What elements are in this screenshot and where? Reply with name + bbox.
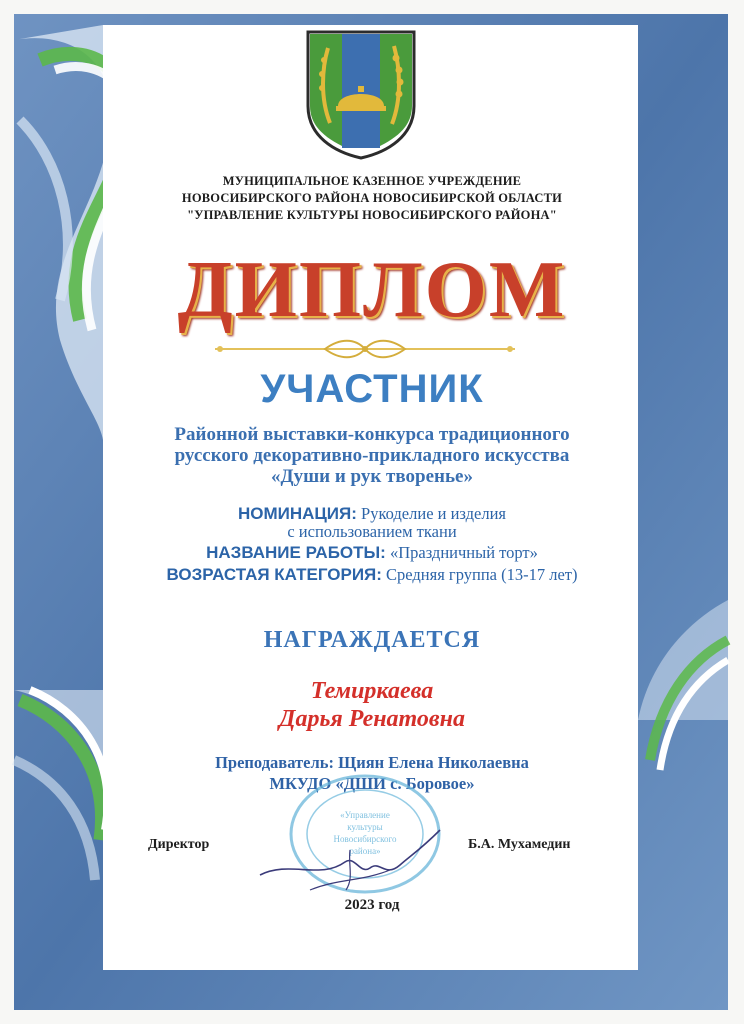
event-line-3: «Души и рук творенье» — [271, 466, 473, 487]
nomination-label: НОМИНАЦИЯ: — [237, 504, 357, 523]
winner-surname: Темиркаева — [310, 678, 434, 704]
svg-text:Новосибирского: Новосибирского — [333, 834, 397, 844]
awarded-heading: НАГРАЖДАЕТСЯ — [263, 627, 481, 653]
nomination-value: Рукоделие и изделия — [361, 504, 507, 523]
diploma-title: ДИПЛОМ — [177, 246, 567, 334]
work-row — [0, 543, 744, 562]
teacher-line-1: Преподаватель: Щиян Елена Николаевна — [215, 753, 529, 772]
organization-line-2: НОВОСИБИРСКОГО РАЙОНА НОВОСИБИРСКОЙ ОБЛАСТИ — [181, 191, 563, 205]
signature-scribble — [250, 820, 450, 900]
winner-name: Дарья Ренатовна — [279, 706, 465, 732]
event-line-1: Районной выставки-конкурса традиционного — [174, 424, 570, 445]
work-label: НАЗВАНИЕ РАБОТЫ: — [206, 543, 386, 562]
svg-text:культуры: культуры — [347, 822, 383, 832]
work-value: «Праздничный торт» — [389, 543, 538, 562]
participant-status: УЧАСТНИК — [260, 367, 484, 411]
teacher-line-2: МКУДО «ДШИ с. Боровое» — [269, 774, 475, 793]
age-value: Средняя группа (13-17 лет) — [386, 565, 578, 584]
nomination-value-line-2: с использованием ткани — [287, 522, 457, 541]
svg-text:«Управление: «Управление — [340, 810, 390, 820]
organization-line-1: МУНИЦИПАЛЬНОЕ КАЗЕННОЕ УЧРЕЖДЕНИЕ — [222, 174, 522, 188]
signature-role: Директор — [148, 837, 210, 852]
age-label: ВОЗРАСТАЯ КАТЕГОРИЯ: — [166, 565, 382, 584]
event-line-2: русского декоративно-прикладного искусства — [174, 445, 570, 466]
nomination-row — [0, 504, 744, 523]
svg-text:района»: района» — [349, 846, 381, 856]
organization-line-3: "УПРАВЛЕНИЕ КУЛЬТУРЫ НОВОСИБИРСКОГО РАЙОНА" — [187, 208, 557, 222]
signature-name: Б.А. Мухамедин — [468, 837, 571, 852]
age-row — [0, 565, 744, 584]
diploma-year: 2023 год — [344, 897, 400, 913]
coat-of-arms-icon — [300, 28, 422, 160]
ornament-divider-icon — [215, 338, 515, 360]
